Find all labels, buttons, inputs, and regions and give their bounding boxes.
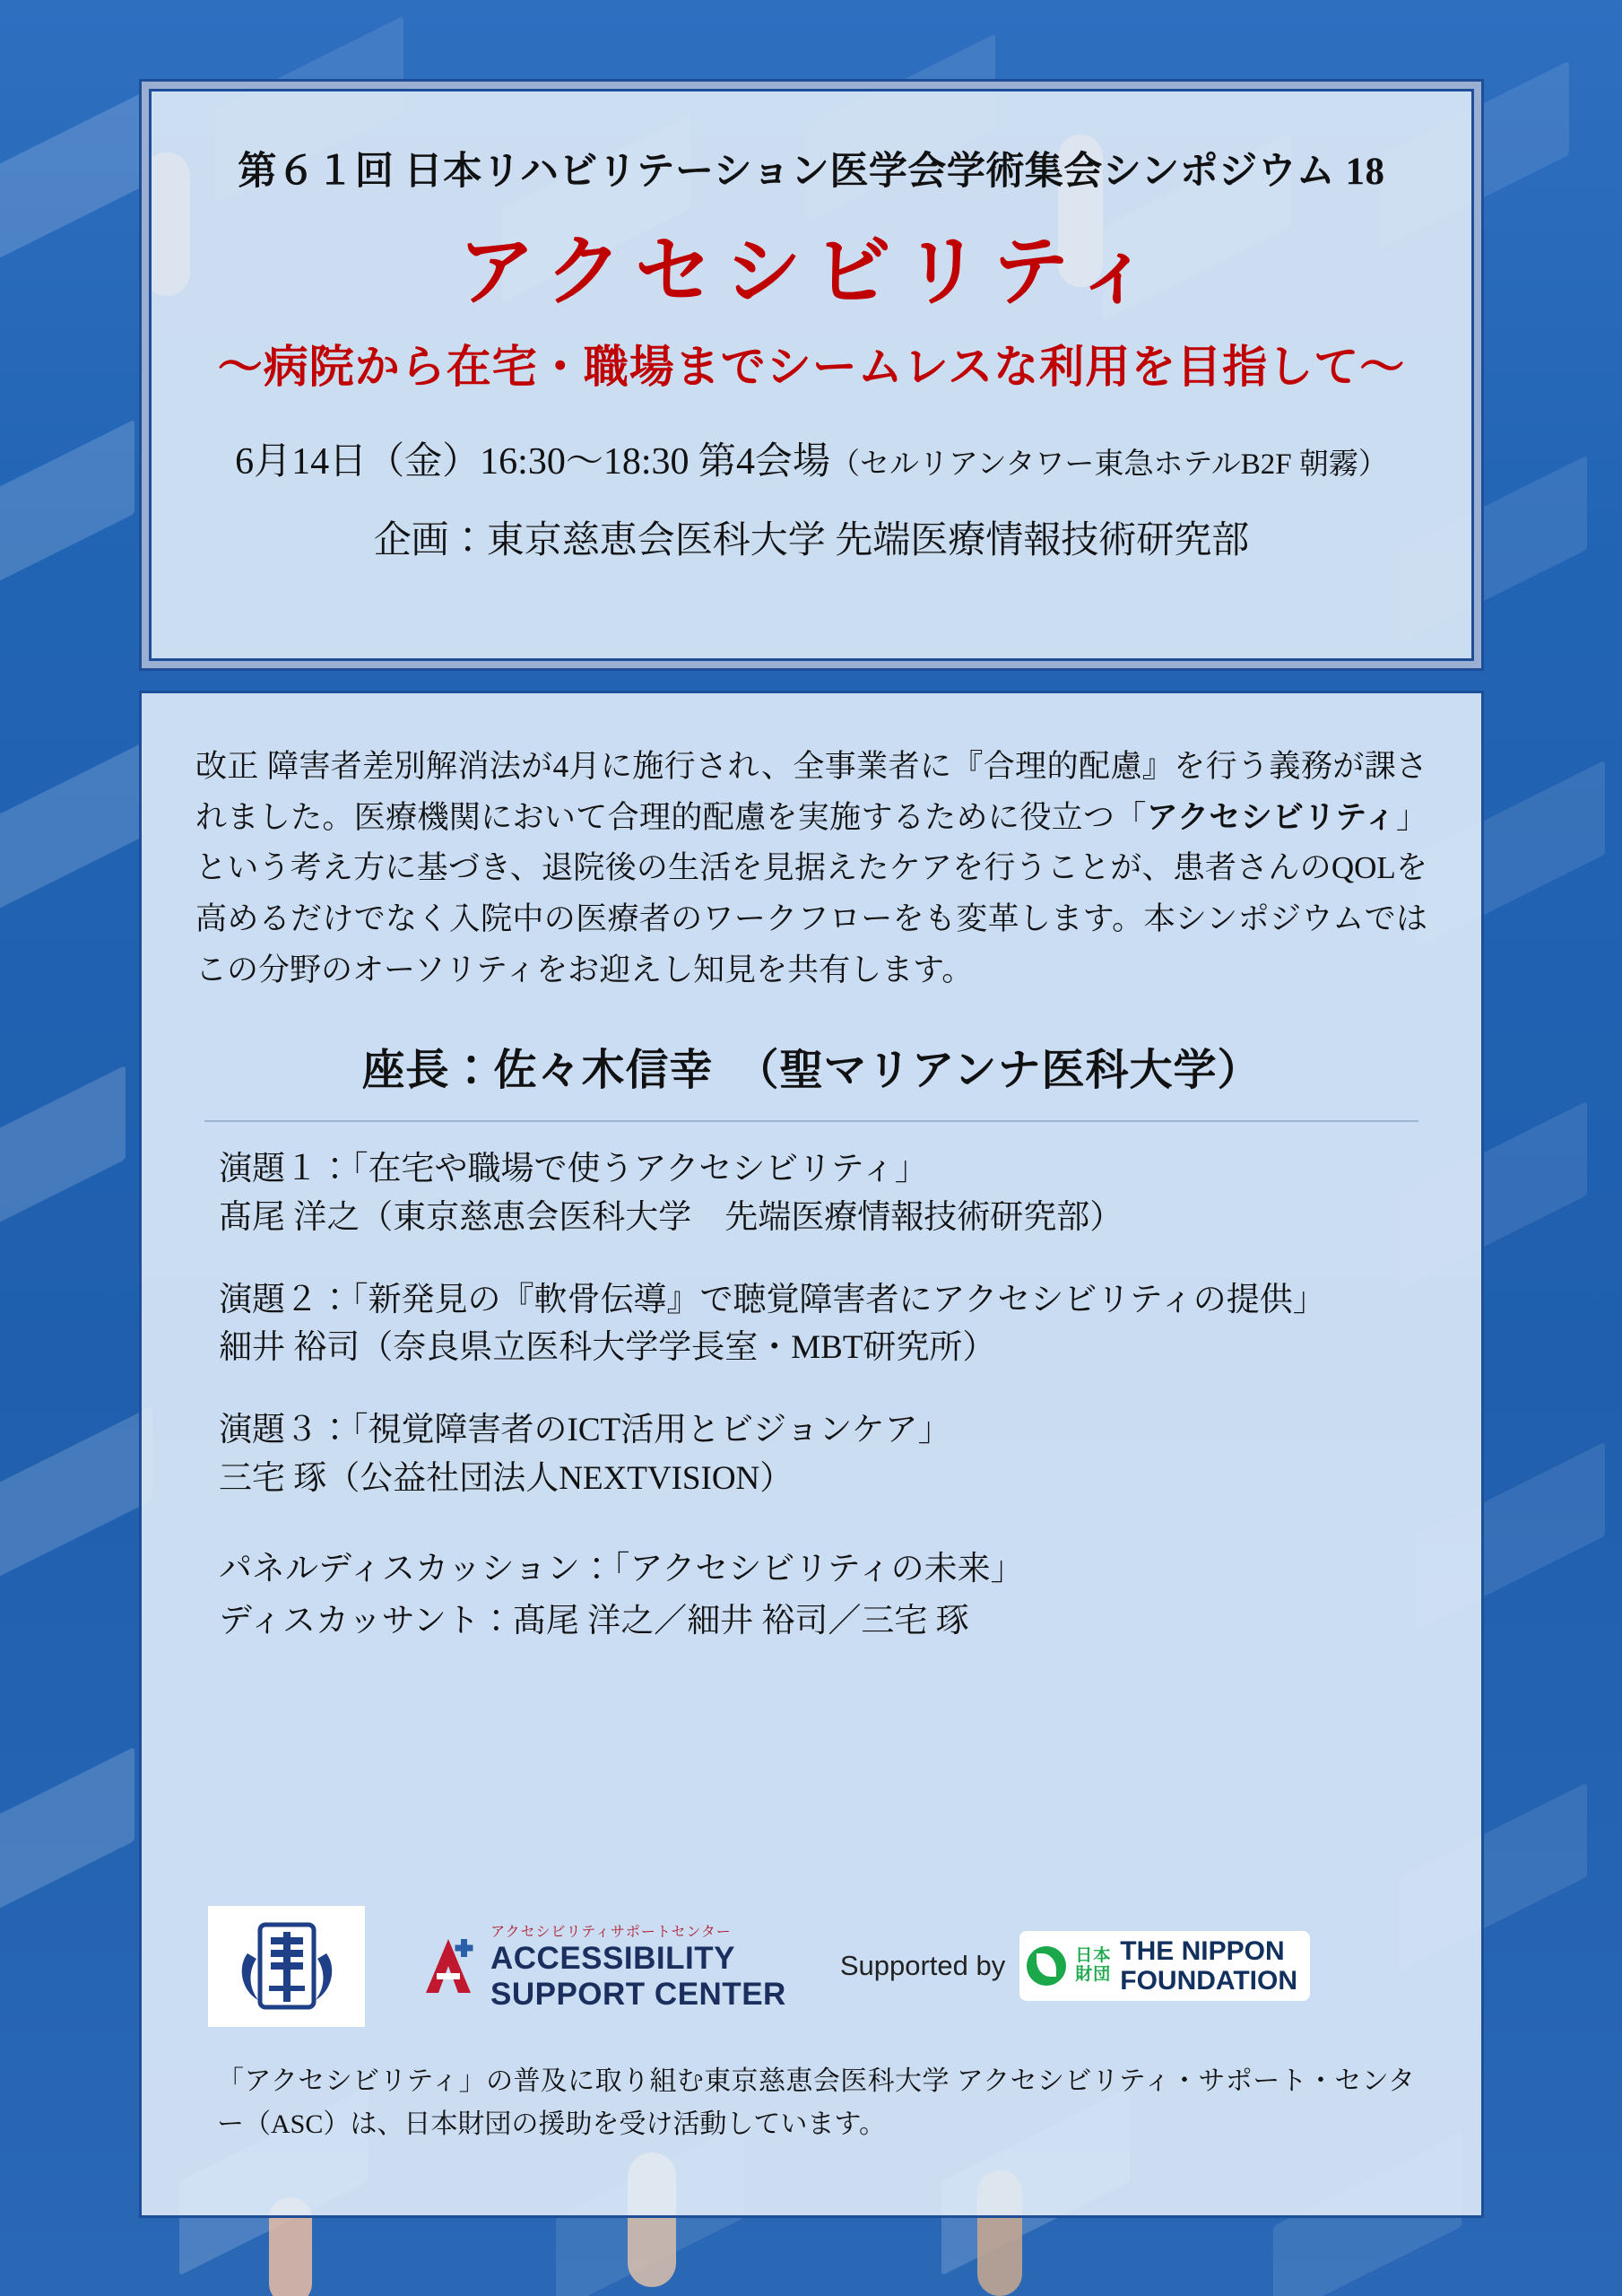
- accessibility-support-center-logo: [419, 1920, 786, 2013]
- talk-speaker: 細井 裕司（奈良県立医科大学学長室・MBT研究所）: [219, 1329, 996, 1367]
- nippon-jp-line-1: 日本: [1075, 1946, 1112, 1966]
- talk-title: 演題３：「視覚障害者のICT活用とビジョンケア」: [219, 1412, 951, 1448]
- panel-discussion: [195, 1544, 1427, 1647]
- jikei-university-logo: [208, 1906, 365, 2027]
- body-panel: [139, 691, 1484, 2218]
- lead-paragraph: [195, 742, 1427, 996]
- supported-by-label: Supported by: [839, 1950, 1006, 1981]
- logo-row: [208, 1899, 1433, 2033]
- talk-title: 演題２：「新発見の『軟骨伝導』で聴覚障害者にアクセシビリティの提供」: [219, 1281, 1326, 1318]
- asc-name-line-1: ACCESSIBILITY: [490, 1940, 735, 1976]
- session-organizer: 企画：東京慈恵会医科大学 先端医療情報技術研究部: [373, 519, 1250, 561]
- lead-bold-term: アクセシビリティ: [1146, 799, 1396, 835]
- jikei-crest-icon: [230, 1914, 344, 2018]
- session-venue: （セルリアンタワー東急ホテルB2F 朝霧）: [830, 448, 1388, 481]
- panel-discussants: ディスカッサント：髙尾 洋之／細井 裕司／三宅 琢: [219, 1602, 969, 1639]
- page-title: アクセシビリティ: [457, 229, 1166, 315]
- talk-title: 演題１：「在宅や職場で使うアクセシビリティ」: [219, 1151, 928, 1188]
- asc-mark-icon: [419, 1934, 478, 1998]
- panel-title: パネルディスカッション：「アクセシビリティの未来」: [219, 1551, 1024, 1588]
- nippon-en-line-2: FOUNDATION: [1120, 1966, 1298, 1996]
- talk-speaker: 髙尾 洋之（東京慈恵会医科大学 先端医療情報技術研究部）: [219, 1199, 1123, 1237]
- footnote: 「アクセシビリティ」の普及に取り組む東京慈恵会医科大学 アクセシビリティ・サポート・センター（ASC）は、日本財団の援助を受け活動しています。: [217, 2066, 1415, 2139]
- nippon-en-line-1: THE NIPPON: [1120, 1936, 1285, 1966]
- title-panel: [139, 79, 1484, 671]
- chair-line: 座長：佐々木信幸 （聖マリアンナ医科大学）: [361, 1047, 1262, 1095]
- talk-item: [219, 1406, 1427, 1502]
- lead-part-1: 改正 障害者差別解消法が4月に施行され、全事業者に『合理的配慮』を行う義務が課されました。医療機関において合理的配慮を実施するために役立つ「: [195, 749, 1427, 835]
- talk-list: [195, 1145, 1427, 1502]
- asc-name-line-2: SUPPORT CENTER: [490, 1976, 786, 2012]
- page-subtitle: 〜病院から在宅・職場までシームレスな利用を目指して〜: [217, 341, 1406, 392]
- session-datetime-main: 6月14日（金）16:30〜18:30 第4会場: [235, 440, 830, 483]
- session-datetime: [194, 431, 1429, 485]
- lead-part-2: 」という考え方に基づき、退院後の生活を見据えたケアを行うことが、患者さんのQOLを高めるだけでなく入院中の医療者のワークフローをも変革します。本シンポジウムではこの分野のオーソリティをお迎えし知見を共有します。: [195, 799, 1427, 987]
- asc-tagline: アクセシビリティサポートセンター: [490, 1924, 732, 1940]
- conference-line: 第６１回 日本リハビリテーション医学会学術集会シンポジウム 18: [238, 151, 1385, 193]
- divider: [204, 1120, 1418, 1122]
- talk-item: [219, 1145, 1427, 1241]
- talk-item: [219, 1276, 1427, 1372]
- nippon-foundation-badge: [1019, 1931, 1310, 2001]
- nippon-foundation-logo: [840, 1931, 1310, 2001]
- leaf-icon: [1027, 1946, 1066, 1986]
- talk-speaker: 三宅 琢（公益社団法人NEXTVISION）: [219, 1459, 794, 1497]
- nippon-jp-line-2: 財団: [1075, 1965, 1112, 1984]
